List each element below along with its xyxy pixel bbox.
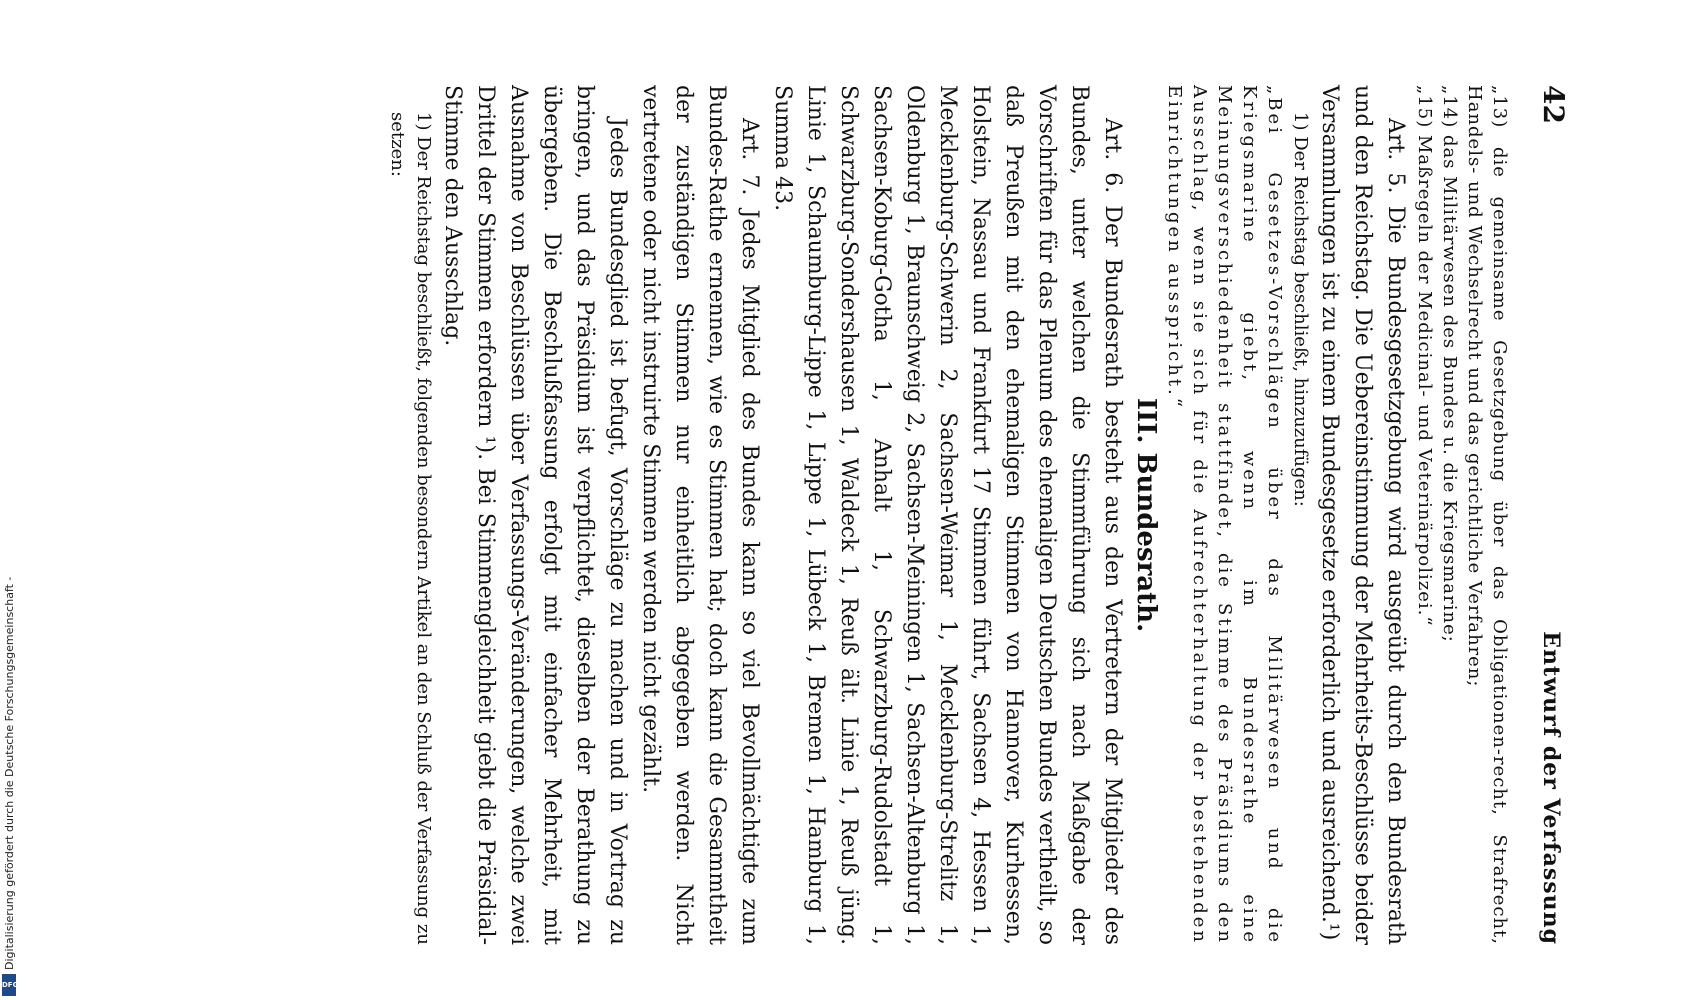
dfg-logo: DFG [2,974,16,996]
article-6: Art. 6. Der Bundesrath besteht aus den Vertretern der Mitglieder des Bundes, unter welchen die Stimmführung sich nach Maßgabe der Vorschriften für das Plenum des ehemaligen Deutschen Bundes vertheilt, so daß Preußen mit den ehemaligen Stimmen von Hannover, Kurhessen, Holstein, Nassau und Frankfurt 17 Stimmen führt, Sachsen 4, Hessen 1, Mecklenburg-Schwerin 2, Sachsen-Weimar 1, Mecklenburg-Strelitz 1, Oldenburg 1, Braunschweig 2, Sachsen-Meiningen 1, Sachsen-Altenburg 1, Sachsen-Koburg-Gotha 1, Anhalt 1, Schwarzburg-Rudolstadt 1, Schwarzburg-Sondershausen 1, Waldeck 1, Reuß ält. Linie 1, Reuß jüng. Linie 1, Schaumburg-Lippe 1, Lippe 1, Lübeck 1, Bremen 1, Hamburg 1, Summa 43. [770,85,1125,945]
credit-text: Digitalisierung gefördert durch die Deutsche Forschungsgemeinschaft - [3,576,16,970]
footnote-1-text: „Bei Gesetzes-Vorschlägen über das Militärwesen und die Kriegsmarine giebt, wenn im Bundesrathe eine Meinungsverschiedenheit stattfindet, die Stimme des Präsidiums den Ausschlag, wenn sie sich für die Aufrechterhaltung der bestehenden Einrichtungen ausspricht.“ [1164,85,1285,945]
item-13: „13) die gemeinsame Gesetzgebung über das Obligationen-recht, Strafrecht, Handels- und Wechselrecht und das gerichtliche Verfahren; [1464,85,1510,945]
footnote-2: 1) Der Reichstag beschließt, folgenden besondern Artikel an den Schluß der Verfassung zu setzen: [387,112,434,945]
page-header [1530,85,1570,945]
page-number: 42 [1537,85,1570,124]
footnote-1-intro: 1) Der Reichstag beschließt, hinzuzufügen: [1290,112,1311,507]
section-heading: III. Bundesrath. [1131,397,1161,633]
article-7-paragraph-1: Art. 7. Jedes Mitglied des Bundes kann so viel Bevollmächtigte zum Bundes-Rathe ernennen, wie es Stimmen hat; doch kann die Gesammtheit der zuständigen Stimmen nur einheitlich abgegeben werden. Nicht vertretene oder nicht instruirte Stimmen werden nicht gezählt. [638,85,762,945]
digitization-credit [0,0,20,1000]
running-head: Entwurf der Verfassung [1538,631,1564,945]
scanned-page [170,85,1570,945]
item-15: „15) Maßregeln der Medicinal- und Veterinärpolizei.“ [1414,85,1435,627]
page-body [384,85,1512,945]
article-5: Art. 5. Die Bundesgesetzgebung wird ausgeübt durch den Bundesrath und den Reichstag. Die Uebereinstimmung der Mehrheits-Beschlüsse beider Versammlungen ist zu einem Bundesgesetze erforderlich und ausreichend.¹) [1317,85,1408,945]
item-14: „14) das Militärwesen des Bundes u. die Kriegsmarine; [1439,85,1460,643]
article-7-paragraph-2: Jedes Bundesglied ist befugt, Vorschläge zu machen und in Vortrag zu bringen, und das Präsidium ist verpflichtet, dieselben der Berathung zu übergeben. Die Beschlußfassung erfolgt mit einfacher Mehrheit, mit Ausnahme von Beschlüssen über Verfassungs-Veränderungen, welche zwei Drittel der Stimmen erfordern ¹). Bei Stimmengleichheit giebt die Präsidial-Stimme den Ausschlag. [440,85,630,945]
